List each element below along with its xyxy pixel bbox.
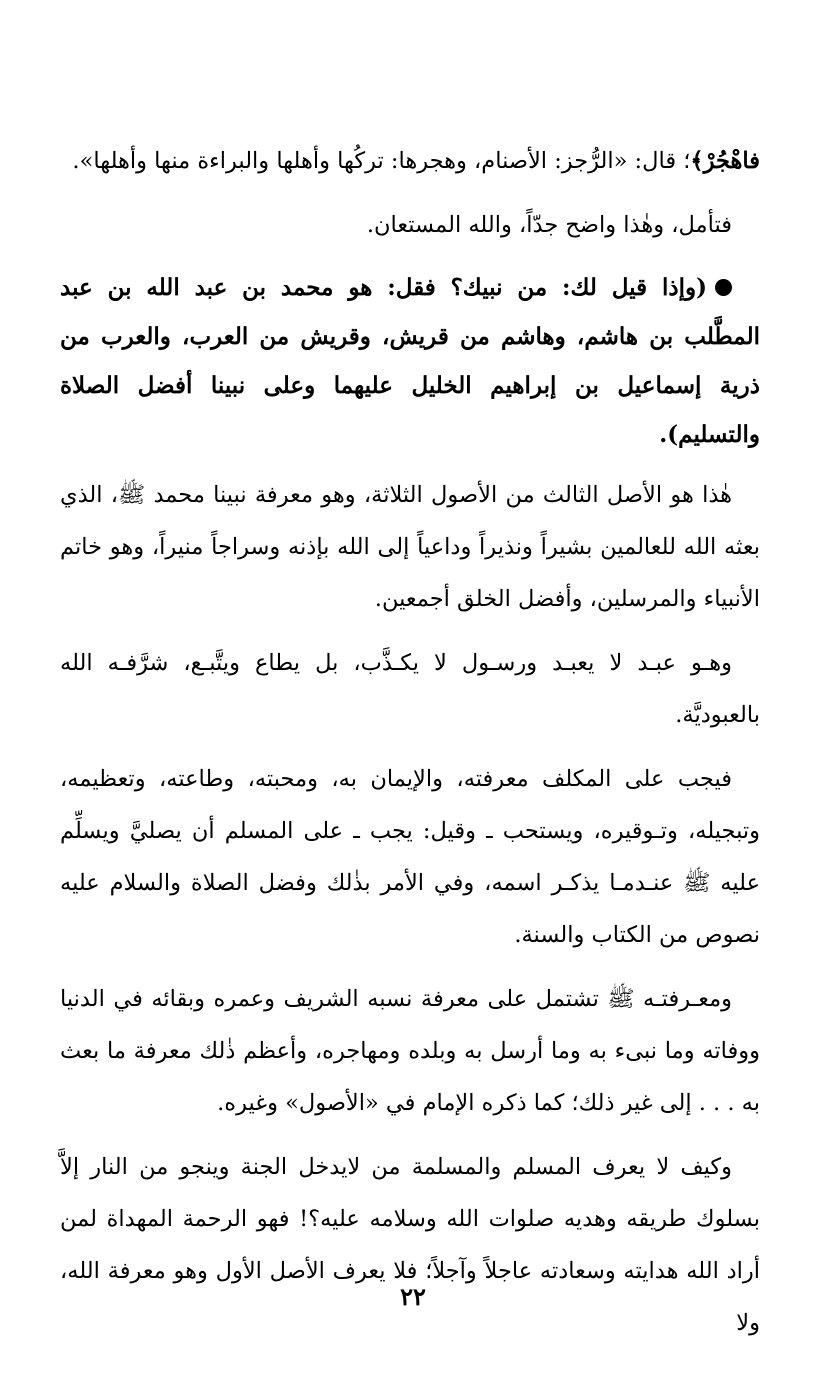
quran-word: فاهْجُرْ﴾ (690, 148, 760, 174)
bullet-icon (715, 279, 732, 296)
paragraph-obligations: فيجب على المكلف معرفته، والإيمان به، ومحبته، وطاعته، وتعظيمه، وتبجيله، وتـوقيره، ويستحب ـ وقيل: يجب ـ على المسلم أن يصليَّ ويسلِّم عليه ﷺ عنـدمـا يذكـر اسمه، وفي الأمر بذٰلك وفضل الصلاة والسلام عليه نصوص من الكتاب والسنة. (60, 766, 760, 948)
paragraph-quran-hijr (60, 135, 760, 187)
paragraph-text: ؛ قال: «الرُّجز: الأصنام، وهجرها: تركُها وأهلها والبراءة منها وأهلها». (72, 148, 691, 174)
paragraph-how-not-know: وكيف لا يعرف المسلم والمسلمة من لايدخل الجنة وينجو من النار إلاَّ بسلوك طريقه وهديه صلوات الله وسلامه عليه؟! فهو الرحمة المهداة لمن أراد الله هدايته وسعادته عاجلاً وآجلاً؛ فلا يعرف الأصل الأول وهو معرفة الله، ولا (60, 1154, 760, 1336)
paragraph-who-is-prophet (60, 263, 760, 459)
paragraph-text: (وإذا قيل لك: من نبيك؟ فقل: هو محمد بن عبد الله بن عبد المطَّلب بن هاشم، وهاشم من قريش، وقريش من العرب، والعرب من ذرية إسماعيل بن إبراهيم الخليل عليهما وعلى نبينا أفضل الصلاة والتسليم). (60, 274, 760, 448)
page-body (60, 135, 760, 1361)
paragraph-third-principle: هٰذا هو الأصل الثالث من الأصول الثلاثة، وهو معرفة نبينا محمد ﷺ، الذي بعثه الله للعالمين بشيراً ونذيراً وداعياً إلى الله بإذنه وسراجاً منيراً، وهو خاتم الأنبياء والمرسلين، وأفضل الخلق أجمعين. (60, 482, 760, 612)
page-number: ٢٢ (400, 1282, 426, 1311)
paragraph-reflect: فتأمل، وهٰذا واضح جدّاً، والله المستعان. (366, 212, 732, 238)
paragraph-servant-messenger: وهـو عبـد لا يعبـد ورسـول لا يكـذَّب، بل يطاع ويتَّبـع، شرَّفـه الله بالعبوديَّة. (60, 650, 760, 728)
paragraph-knowing-him: ومعـرفتـه ﷺ تشتمل على معرفة نسبه الشريف وعمره وبقائه في الدنيا ووفاته وما نبىء به وما أرسل به وبلده ومهاجره، وأعظم ذٰلك معرفة ما بعث به . . . إلى غير ذلك؛ كما ذكره الإمام في «الأصول» وغيره. (60, 986, 760, 1116)
